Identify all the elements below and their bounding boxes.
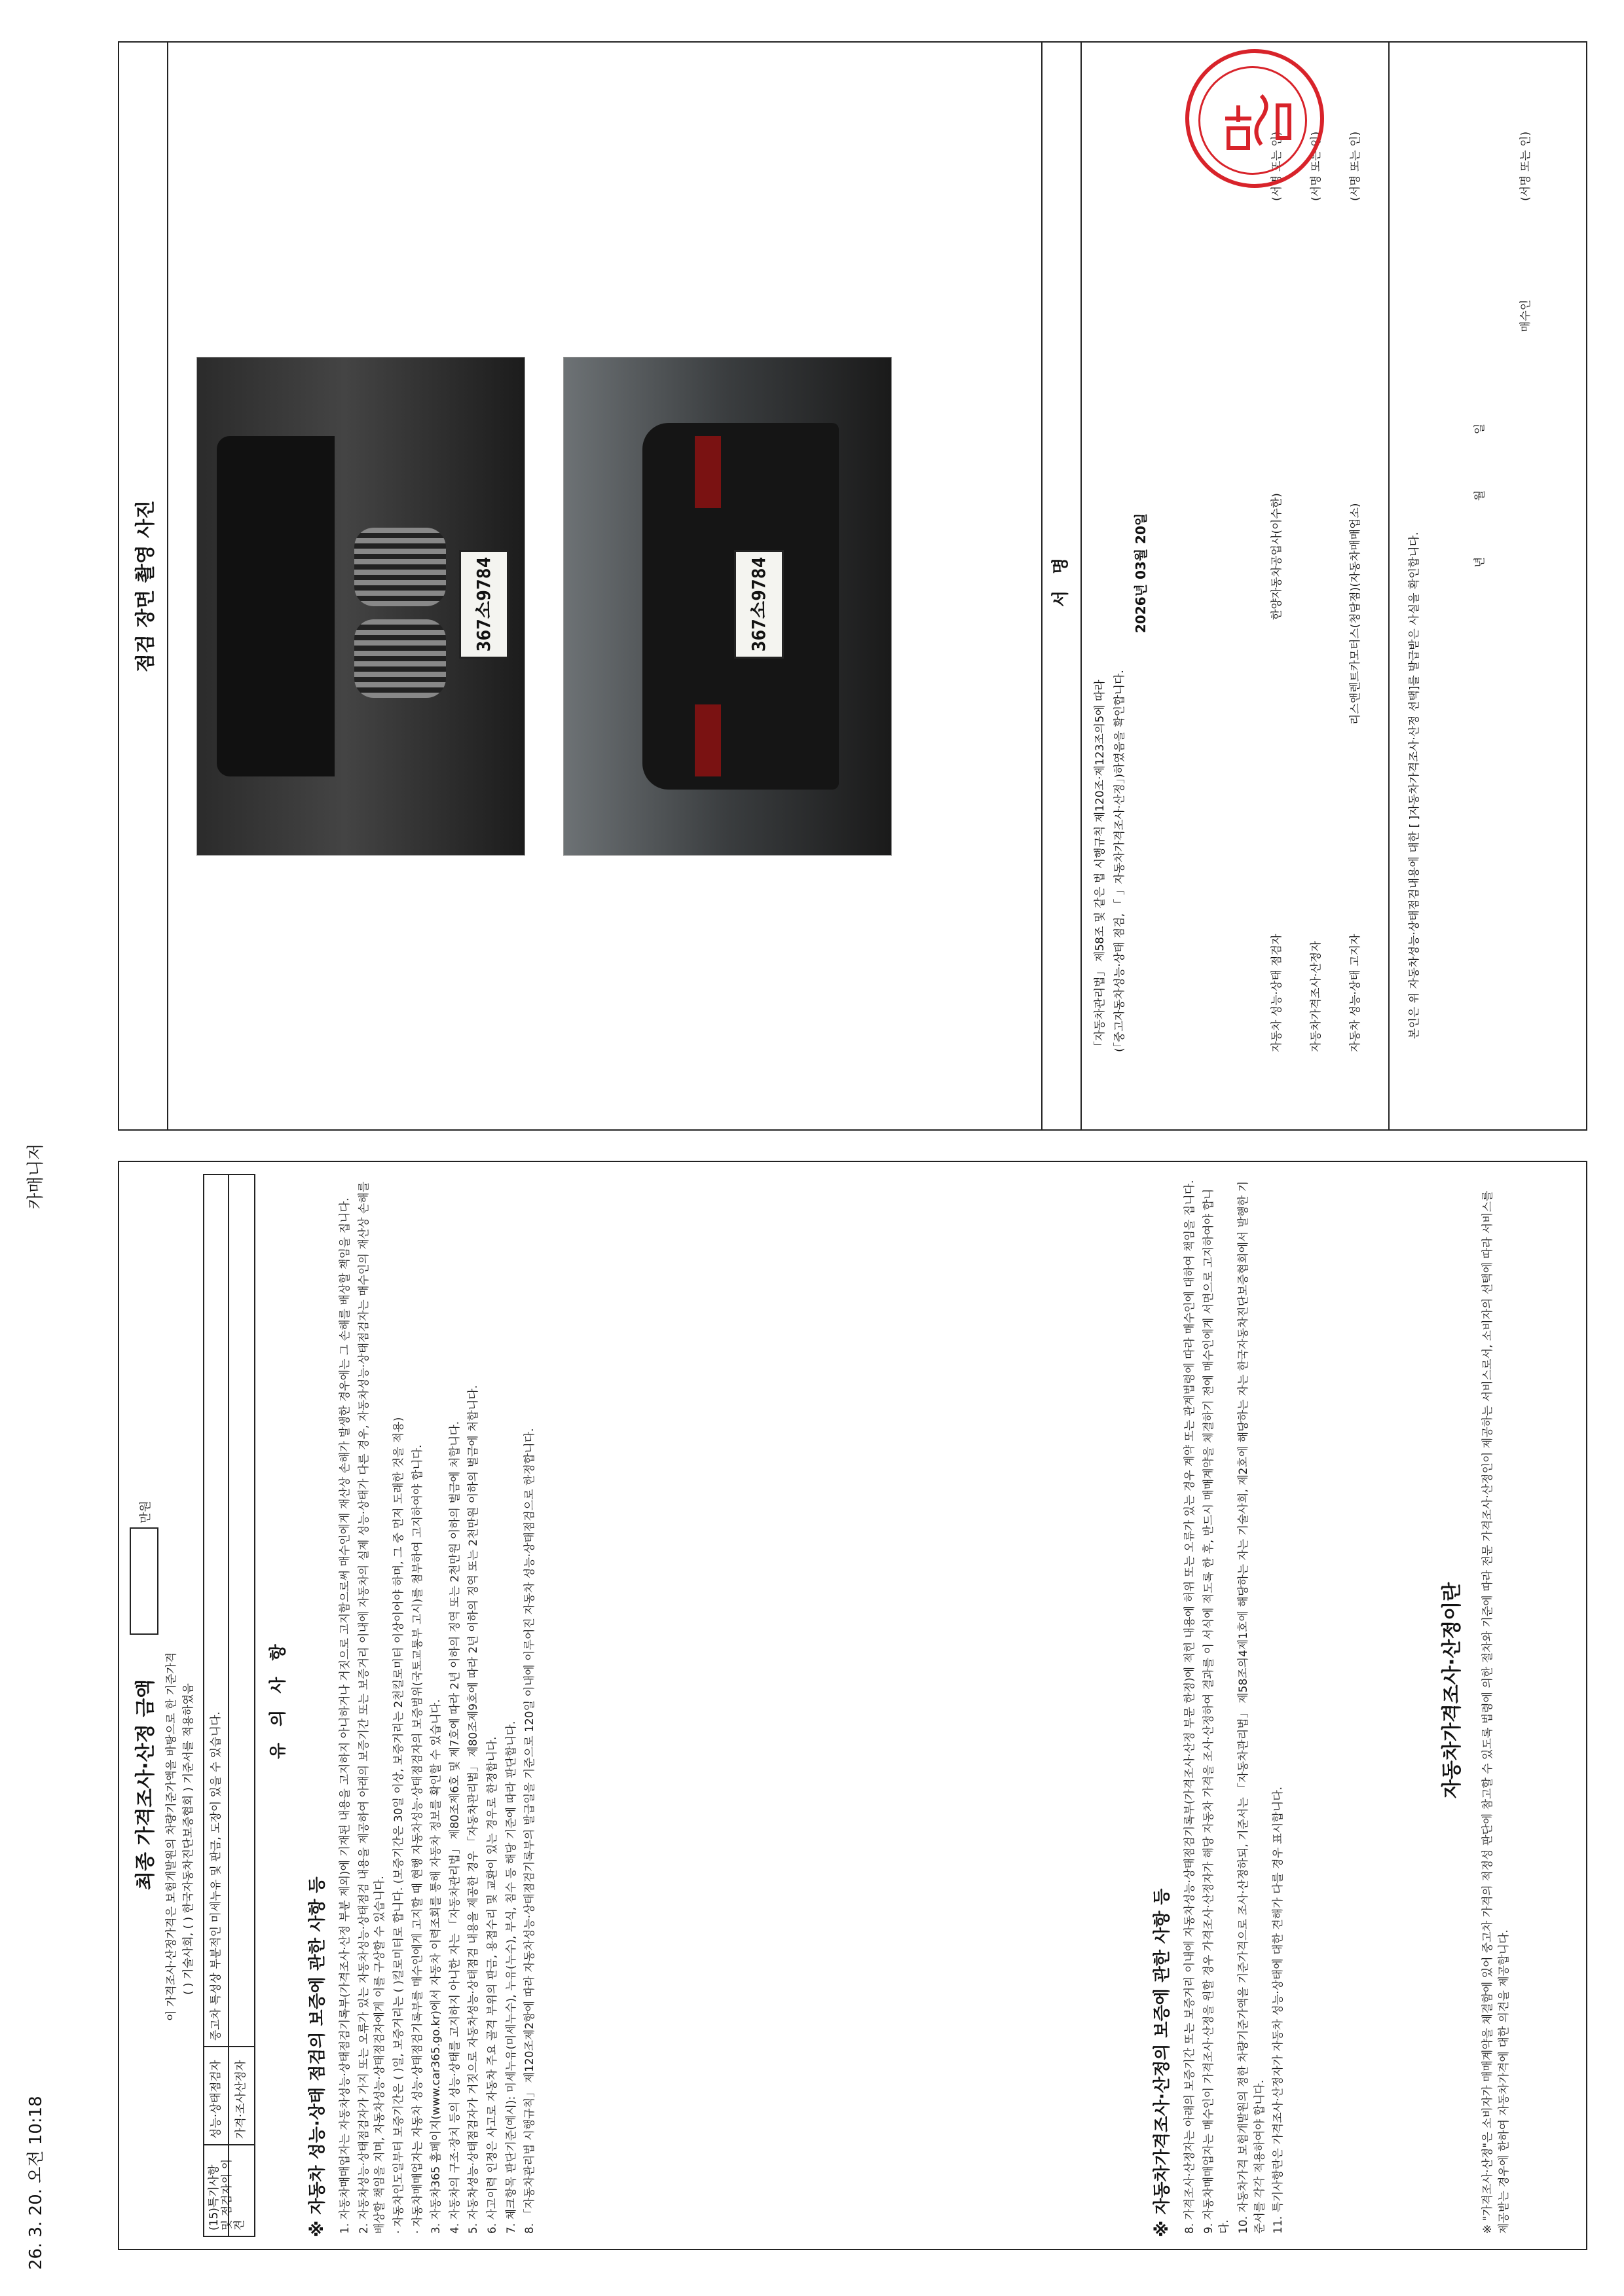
inspector-label: 자동차 성능·상태 점검자 bbox=[1270, 934, 1283, 1052]
note-item: 3. 자동차365 홈페이지(www.car365.go.kr)에서 자동차 이력조회를 통해 자동차 정보를 확인할 수 있습니다. bbox=[430, 1699, 443, 2234]
signature-heading-divider bbox=[1080, 43, 1082, 1131]
seller-label: 자동차 성능·상태 고지자 bbox=[1349, 934, 1362, 1052]
final-amount-note: 이 가격조사·산정가격은 보험개발원의 차량기준가액을 바탕으로 한 기준가격 bbox=[165, 1652, 178, 2021]
table-divider bbox=[228, 1175, 229, 2237]
note-item: 7. 체크항목 판단기준(예시): 미세누유(미세누수), 누유(누수), 부식, 침수 등 해당 기준에 따라 판단합니다. bbox=[504, 1721, 518, 2234]
note-item: 6. 사고이력 인정은 사고로 자동차 주요 골격 부위의 판금, 용접수리 및 교환이 있는 경우로 한정합니다. bbox=[486, 1736, 500, 2234]
table-divider-v2 bbox=[203, 2144, 254, 2145]
open-hood-shape bbox=[217, 436, 335, 776]
final-amount-unit: 만원 bbox=[139, 1501, 153, 1523]
section1-notes bbox=[337, 1180, 541, 2234]
note-item: 1. 자동차매매업자는 자동차성능·상태점검기록부(가격조사·산정 부분 제외)에 기재된 내용을 고지하지 아니하거나 거짓으로 고지함으로써 매수인에게 재산상 손해가 발생한 경우에는 그 손해를 배상할 책임을 집니다. bbox=[339, 1197, 352, 2234]
receipt-divider bbox=[1388, 43, 1390, 1131]
front-license-plate: 367소9784 bbox=[459, 550, 509, 659]
section1-title: ※ 자동차 성능·상태 점검의 보증에 관한 사항 등 bbox=[308, 1876, 327, 2237]
inspector-sign-hint: (서명 또는 인) bbox=[1270, 131, 1283, 201]
front-inspection-photo bbox=[196, 357, 525, 856]
left-tail-light bbox=[695, 704, 721, 776]
right-tail-light bbox=[695, 436, 721, 508]
buyer-label: 매수인 bbox=[1519, 299, 1532, 332]
company-seal-stamp bbox=[1185, 49, 1324, 188]
rear-license-plate: 367소9784 bbox=[734, 550, 784, 659]
signature-divider bbox=[1041, 43, 1043, 1131]
appraiser-row-label: 가격·조사산정자 bbox=[234, 2060, 248, 2139]
special-item-label: (15)특기사항 및 점검자의 의견 bbox=[208, 2159, 247, 2231]
seller-sign-hint: (서명 또는 인) bbox=[1349, 131, 1362, 201]
seller-name: 리스앤렌트카모터스(청담점)(자동차매매업소) bbox=[1349, 503, 1362, 725]
photo-title-divider bbox=[167, 43, 168, 1131]
signature-date: 2026년 03월 20일 bbox=[1133, 513, 1149, 633]
left-kidney-grille bbox=[354, 619, 446, 698]
note-item: 11. 특기사항란은 가격조사·산정자가 자동차 성능·상태에 대한 견해가 다를 경우 표시합니다. bbox=[1272, 1786, 1285, 2234]
final-amount-box bbox=[130, 1527, 158, 1635]
footer-text: ※ "가격조사·산정"은 소비자가 매매계약을 체결함에 있어 중고차 가격의 적정성 판단에 참고할 수 있도록 법령에 의한 절차와 기준에 따라 전문 가격조사·산정인이 제공하는 서비스로서, 소비자의 선택에 따라 서비스를 제공받는 경우에 한하여 자동차가격에 대한 의견을 제공합니다. bbox=[1481, 1190, 1511, 2234]
appraiser-sign-hint: (서명 또는 인) bbox=[1310, 131, 1323, 201]
note-item: 5. 자동차성능·상태점검자가 거짓으로 자동차성능·상태점검 내용을 제공한 경우 「자동차관리법」 제80조제9호에 따라 2년 이하의 징역 또는 2천만원 이하의 벌금에 처합니다. bbox=[467, 1385, 481, 2234]
table-divider-v bbox=[203, 2046, 254, 2047]
method-note: ( ) 기술사회, ( ) 한국자동차진단보증협회 ) 기준서를 적용하였음 bbox=[182, 1683, 195, 1995]
note-item: 2. 자동차성능·상태점검자가 가지 또는 오류가 있는 자동차성능·상태점검 내용을 제공하여 아래의 보증기간 또는 보증거리 이내에 자동차의 실제 성능·상태가 다른 경우, 자동차성능·상태점검자는 매수인의 재산상 손해를 배상할 책임을 지며, 자동차성능·상태점검자에게 이를 구상할 수 있습니다. bbox=[357, 1181, 387, 2234]
inspector-name: 한양자동차공업사(이수한) bbox=[1270, 493, 1283, 620]
section2-title: ※ 자동차가격조사·산정의 보증에 관한 사항 등 bbox=[1153, 1888, 1172, 2237]
signature-heading: 서 명 bbox=[1051, 552, 1071, 607]
inspector-row-value: 중고차 특성상 부분적인 미세누유 및 판금, 도장이 있을 수 있습니다. bbox=[210, 1711, 223, 2041]
note-item: · 자동차인도일부터 보증기간은 ( )일, 보증거리는 ( )킬로미터로 합니다. (보증기간은 30일 이상, 보증거리는 2천킬로미터 이상이어야 하며, 그 중 먼저 도래한 것을 적용) bbox=[392, 1417, 405, 2234]
note-item: 4. 자동차의 구조·장치 등의 성능·상태를 고지하지 아니한 자는 「자동차관리법」 제80조제6호 및 제7호에 따라 2년 이하의 징역 또는 2천만원 이하의 벌금에 처합니다. bbox=[448, 1421, 462, 2234]
seal-pattern bbox=[1189, 61, 1312, 184]
print-timestamp: 26. 3. 20. 오전 10:18 bbox=[26, 2096, 46, 2270]
note-item: 8. 가격조사·산정자는 아래의 보증기간 또는 보증거리 이내에 자동차성능·상태점검기록부(가격조사·산정 부문 한정)에 적힌 내용에 허위 또는 오류가 있는 경우 계약 또는 관계법령에 따라 매수인에 대하여 책임을 집니다. bbox=[1183, 1180, 1196, 2234]
legal-text-1: 「자동차관리법」 제58조 및 같은 법 시행규칙 제120조·제123조의5에 따라 bbox=[1094, 680, 1107, 1052]
photo-section-title: 점검 장면 촬영 사진 bbox=[134, 500, 157, 672]
right-kidney-grille bbox=[354, 528, 446, 606]
note-item: 9. 자동차매매업자는 매수인이 가격조사·산정을 원할 경우 가격조사·산정자가 해당 자동차 가격을 조사·산정하여 결과를 이 서식에 적도록 한 후, 반드시 매매계약을 체결하기 전에 매수인에게 서면으로 고지하여야 합니다. bbox=[1202, 1188, 1232, 2234]
section2-notes bbox=[1182, 1180, 1289, 2234]
appraiser-label: 자동차가격조사·산정자 bbox=[1310, 941, 1323, 1052]
company-name: 카매니저 bbox=[26, 1143, 46, 1209]
rear-inspection-photo bbox=[563, 357, 892, 856]
receipt-text: 본인은 위 자동차성능·상태점검내용에 대한 [ ]자동차가격조사·산정 선택]를 발급받은 사실을 확인합니다. bbox=[1408, 532, 1421, 1039]
legal-text-2: (「중고자동차성능·상태 점검, 「 」자동차가격조사·산정」)하였음을 확인합니다. bbox=[1113, 670, 1126, 1052]
footer-heading: 자동차가격조사·산정이란 bbox=[1441, 1582, 1464, 1798]
buyer-sign-hint: (서명 또는 인) bbox=[1519, 131, 1532, 201]
final-amount-title: 최종 가격조사·산정 금액 bbox=[134, 1679, 157, 1890]
note-item: 8. 「자동차관리법 시행규칙」 제120조제2항에 따라 자동차성능·상태점검기록부의 발급일을 기준으로 120일 이내에 이루어진 자동차 성능·상태점검으로 한정합니다. bbox=[523, 1428, 537, 2234]
note-item: · 자동차매매업자는 자동차 성능·상태점검기록부를 매수인에게 고지할 때 현행 자동차성능·상태점검자의 보증범위(국토교통부 고시)를 첨부하여 고지하여야 합니다. bbox=[411, 1444, 424, 2234]
receipt-date-labels: 년 월 일 bbox=[1473, 397, 1486, 568]
notes-heading: 유 의 사 항 bbox=[268, 1639, 288, 1759]
inspector-row-label: 성능·상태점검자 bbox=[210, 2060, 223, 2139]
note-item: 10. 자동차가격 보험개발원의 정한 차량기준가액을 기준가격으로 조사·산정하되, 기준서는 「자동차관리법」 제58조의4제1호에 해당하는 자는 기술사회, 제2호에 해당하는 자는 한국자동차진단보증협회에서 발행한 기준서를 각각 적용하여야 합니다. bbox=[1236, 1180, 1266, 2234]
